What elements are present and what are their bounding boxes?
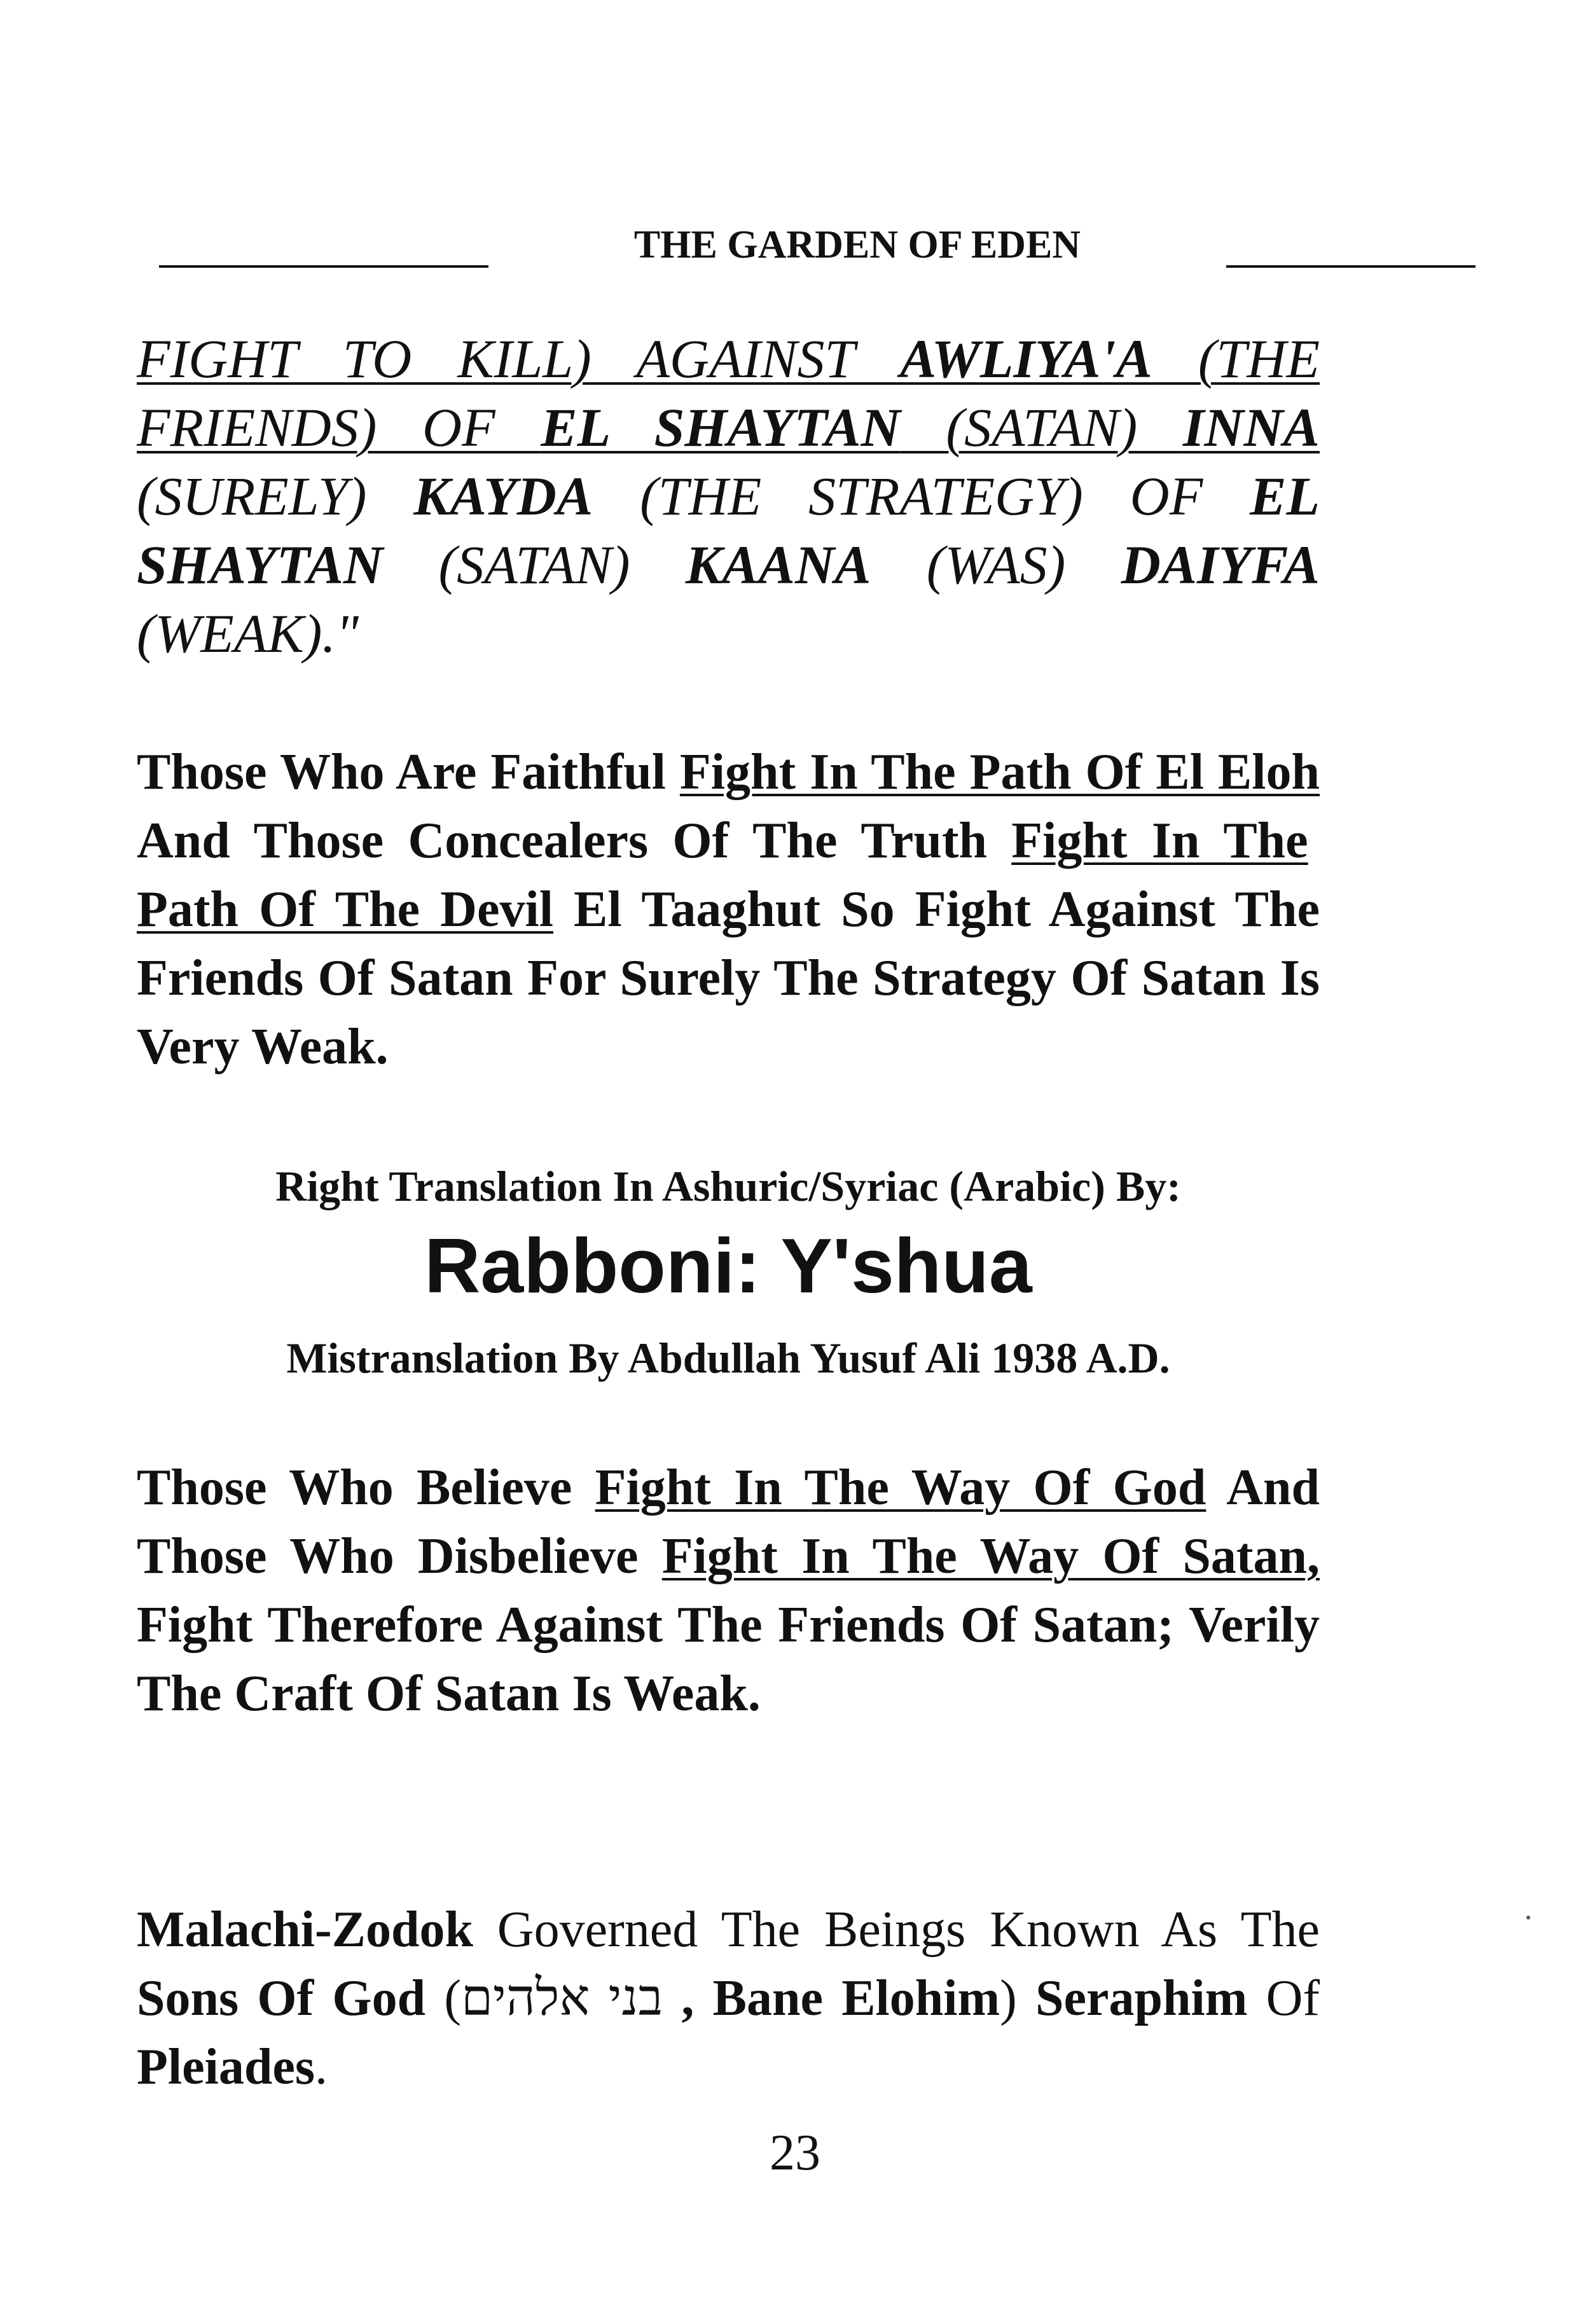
paragraph-text: Those Who Believe — [137, 1460, 595, 1516]
header-rule-right — [1226, 265, 1476, 268]
quote-term: KAANA — [685, 534, 871, 595]
bold-term: , Bane Elohim — [663, 1970, 1000, 2026]
quote-text: (THE FRIENDS) OF — [137, 328, 1320, 458]
header-title: THE GARDEN OF EDEN — [633, 223, 1081, 266]
bold-term: Malachi-Zodok — [137, 1902, 473, 1958]
underlined-phrase: Fight In The Way Of God — [595, 1460, 1206, 1516]
quote-term: EL SHAYTAN — [541, 397, 901, 458]
paragraph-text: Of — [1247, 1970, 1320, 2026]
paragraph-text: And Those Who Disbelieve — [137, 1460, 1320, 1584]
mistranslation-caption: Mistranslation By Abdullah Yusuf Ali 1938 A.D. — [286, 1334, 1170, 1382]
paragraph-text: Governed The Beings Known As The — [473, 1902, 1320, 1958]
paragraph-text: El Taaghut So Fight Against The Friends Of Satan For Surely The Strategy Of Satan Is Very Weak. — [137, 882, 1320, 1075]
quote-term: AWLIYA'A — [900, 328, 1152, 389]
translation-caption: Right Translation In Ashuric/Syriac (Arabic) By: — [275, 1162, 1181, 1210]
bold-term: Pleiades — [137, 2039, 315, 2095]
faithful-paragraph — [137, 738, 1320, 1081]
quote-text: (SATAN) — [383, 534, 686, 595]
quote-text: (SURELY) — [137, 466, 414, 527]
quote-text: (WAS) — [871, 534, 1121, 595]
quote-text: FIGHT TO KILL) AGAINST — [137, 328, 900, 389]
quote-term: KAYDA — [413, 466, 593, 527]
translator-name: Rabboni: Y'shua — [424, 1222, 1032, 1309]
quran-quote — [137, 324, 1320, 668]
quote-term: EL SHAYTAN — [137, 466, 1320, 595]
quote-text: (SATAN) — [900, 397, 1183, 458]
quote-text: (WEAK)." — [137, 603, 359, 664]
underlined-phrase: Fight In The Way Of Satan, — [661, 1528, 1320, 1584]
bold-term: Seraphim — [1035, 1970, 1248, 2026]
paragraph-text: Those Who Are Faithful — [137, 744, 680, 800]
paragraph-text: ) — [1000, 1970, 1036, 2026]
underlined-phrase: Fight In The Path Of The Devil — [137, 813, 1308, 937]
page-number: 23 — [770, 2125, 820, 2181]
paragraph-text: Fight Therefore Against The Friends Of Satan; Verily The Craft Of Satan Is Weak. — [137, 1597, 1320, 1722]
paragraph-text: . — [314, 2039, 328, 2095]
running-header — [159, 219, 1323, 270]
quote-term: INNA — [1182, 397, 1320, 458]
malachi-paragraph — [137, 1895, 1320, 2101]
bold-term: Sons Of God — [137, 1970, 426, 2026]
believe-paragraph — [137, 1453, 1320, 1728]
underlined-phrase: Fight In The Path Of El Eloh — [679, 744, 1320, 800]
header-rule-left — [159, 265, 488, 268]
paragraph-text: ( — [425, 1970, 462, 2026]
hebrew-text: בני אלהים — [461, 1970, 663, 2026]
quote-text: (THE STRATEGY) OF — [593, 466, 1250, 527]
paragraph-text: And Those Concealers Of The Truth — [137, 813, 1012, 869]
quote-term: DAIYFA — [1121, 534, 1320, 595]
scan-speck — [1526, 1916, 1530, 1919]
